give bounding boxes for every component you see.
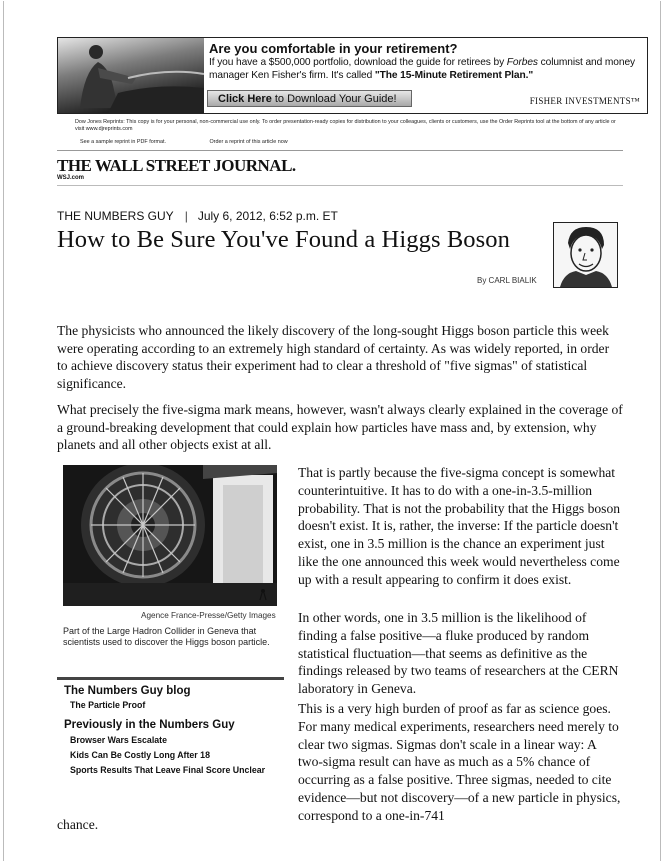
article-paragraph: That is partly because the five-sigma concept is somewhat counterintuitive. It has to do with a one-in-3.5-million probability. That is not the probability that the Higgs boson doesn't exist. It is, rather, the inverse: If the particle doesn't exist, one in 3.5 million is the chance an experiment just like the one announced this week would nevertheless come up with a result appearing to confirm it does exist. <box>298 465 621 587</box>
divider <box>57 185 623 186</box>
retirement-ad-banner[interactable] <box>57 37 648 114</box>
ad-cta-rest: to Download Your Guide! <box>271 93 397 105</box>
ad-body-mid: columnist and money manager Ken Fisher's firm. It's called <box>209 57 636 81</box>
byline: By CARL BIALIK <box>477 276 537 285</box>
ad-body <box>209 57 643 82</box>
photo-credit: Agence France-Presse/Getty Images <box>141 611 276 620</box>
wsj-masthead: THE WALL STREET JOURNAL. <box>57 156 296 175</box>
ad-photo-man-on-boat <box>58 38 204 113</box>
sidebar-link-kids-costly[interactable]: Kids Can Be Costly Long After 18 <box>70 750 210 760</box>
lhc-photo <box>63 465 277 606</box>
article-paragraph: This is a very high burden of proof as far as science goes. For many medical experiments, researchers need merely to clear two sigmas. Sigmas don't scale in a linear way: A two-sigma result can have as much as a 5% chance of occurring as a false positive. Three sigmas, needed to cite evidence—but not discovery—of a new particle in physics, correspond to a one-in-741 <box>298 701 621 823</box>
ad-headline: Are you comfortable in your retirement? <box>209 41 458 56</box>
photo-caption: Part of the Large Hadron Collider in Geneva that scientists used to discover the Higgs boson particle. <box>63 626 270 647</box>
sidebar-link-browser-wars[interactable]: Browser Wars Escalate <box>70 735 167 745</box>
download-guide-button[interactable] <box>207 90 412 107</box>
divider <box>57 150 623 151</box>
wsj-com-label: WSJ.com <box>57 175 85 181</box>
meta-separator: | <box>184 209 188 223</box>
article-meta <box>57 209 338 223</box>
ad-cta-bold: Click Here <box>218 93 272 105</box>
previously-heading: Previously in the Numbers Guy <box>64 719 235 731</box>
author-headshot <box>553 222 618 288</box>
order-reprint-link[interactable]: Order a reprint of this article now <box>209 139 288 145</box>
dateline: July 6, 2012, 6:52 p.m. ET <box>197 209 338 223</box>
sidebar-link-sports-results[interactable]: Sports Results That Leave Final Score Unclear <box>70 765 266 775</box>
blog-heading: The Numbers Guy blog <box>64 685 191 697</box>
reprint-links <box>80 139 330 145</box>
numbers-guy-sidebar <box>64 685 284 780</box>
article-headline: How to Be Sure You've Found a Higgs Boson <box>57 226 510 253</box>
sidebar-rule <box>57 677 284 680</box>
section-label[interactable]: THE NUMBERS GUY <box>57 209 174 223</box>
ad-body-pre: If you have a $500,000 portfolio, download the guide for retirees by <box>209 57 507 68</box>
ad-body-bold: "The 15-Minute Retirement Plan." <box>374 69 534 81</box>
article-paragraph: What precisely the five-sigma mark means, however, wasn't always clearly explained in the coverage of a ground-breaking development that could explain how particles have mass and, by extension, why planets and all other objects exist at all. <box>57 402 623 453</box>
article-paragraph: In other words, one in 3.5 million is the likelihood of finding a false positive—a fluke produced by random statistical fluctuation—that seems as definitive as the findings released by two teams of researchers at the CERN laboratory in Geneva. <box>298 610 619 697</box>
reprint-notice: Dow Jones Reprints: This copy is for your personal, non-commercial use only. To order presentation-ready copies for distribution to your colleagues, clients or customers, use the Order Reprints tool at the bottom of any article or visit www.djreprints.com <box>75 119 616 132</box>
fisher-investments-logo: FISHER INVESTMENTS™ <box>529 96 640 106</box>
article-paragraph: The physicists who announced the likely discovery of the long-sought Higgs boson particle this week were operating according to an extremely high standard of certainty. As was widely reported, in order to achieve discovery status their experiment had to clear a threshold of "five sigmas" of statistical significance. <box>57 323 610 391</box>
particle-proof-link[interactable]: The Particle Proof <box>70 700 146 710</box>
article-paragraph-tail: chance. <box>57 817 99 832</box>
sample-reprint-pdf-link[interactable]: See a sample reprint in PDF format. <box>80 139 166 145</box>
ad-text-block <box>209 41 643 82</box>
ad-body-italic: Forbes <box>506 57 538 68</box>
